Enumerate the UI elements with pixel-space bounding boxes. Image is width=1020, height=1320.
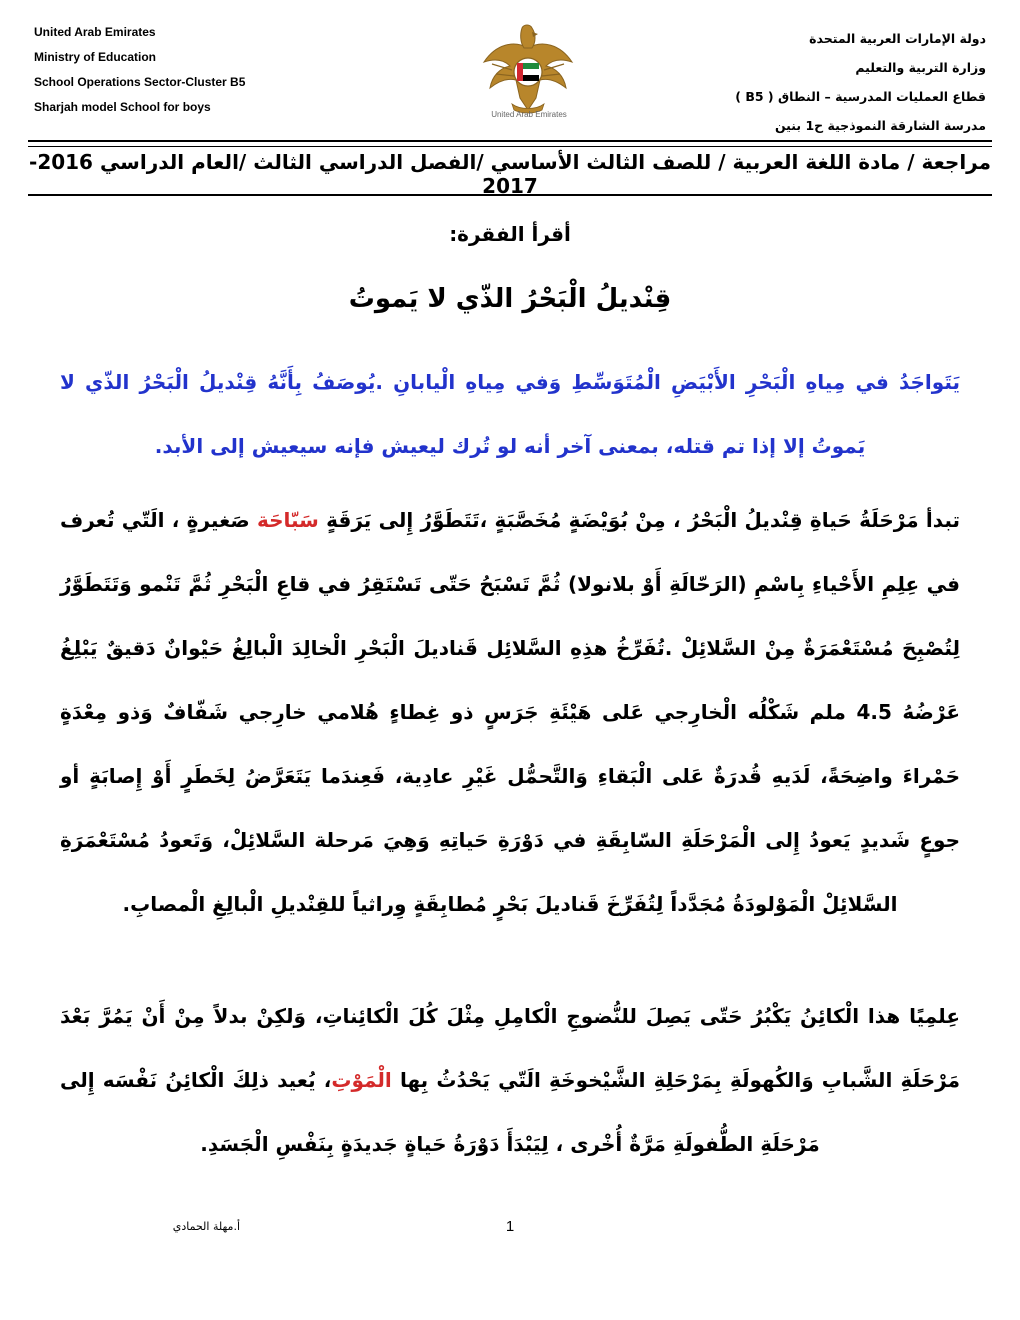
header-english-line: Sharjah model School for boys (34, 100, 211, 114)
paragraph-intro: يَتَواجَدُ في مِياهِ الْبَحْرِ الأَبْيَضِ الْمُتَوَسِّطِ وَفي مِياهِ الْيابانِ .يُوصَفُ بِأَنَّهُ قِنْديلُ الْبَحْرُ الذّي لا يَموتُ إلا إذا تم قتله، بمعنى آخر أنه لو تُرك ليعيش فإنه سيعيش إلى الأبد. (60, 370, 960, 458)
header-divider-thin (28, 146, 992, 147)
header-arabic-line: وزارة التربية والتعليم (855, 60, 986, 75)
emblem-caption: United Arab Emirates (491, 110, 567, 119)
story-title: قِنْديلُ الْبَحْرُ الذّي لا يَموتُ (348, 284, 672, 314)
highlighted-word: الْمَوْتِ (331, 1068, 392, 1092)
header-english-line: School Operations Sector-Cluster B5 (34, 75, 246, 89)
header-english-line: United Arab Emirates (34, 25, 156, 39)
highlighted-word: سَبّاحَة (256, 508, 319, 532)
header-divider (28, 140, 992, 142)
paragraph-conclusion (60, 984, 960, 1176)
teacher-name: أ.مهلة الحمادي (172, 1220, 240, 1233)
header-english-line: Ministry of Education (34, 50, 157, 64)
paragraph-text: عِلمِيًا هذا الْكائِنُ يَكْبُرُ حَتّى يَصِلَ للنُّضوجِ الْكامِلِ مِثْلَ كُلَ الْكائِناتِ، وَلكِنْ بدلاً مِنْ أَنْ يَمُرَّ بَعْدَ مَرْحَلَةِ الشَّبابِ وَالكُهولَةِ بِمَرْحَلِةِ الشَّيْخوخَةِ الَتّي يَحْدُثُ بِها (60, 1004, 960, 1092)
review-title: مراجعة / مادة اللغة العربية / للصف الثالث الأساسي /الفصل الدراسي الثالث /العام الدراسي 2016-2017 (29, 150, 991, 198)
paragraph-text: صَغيرةٍ ، الَتّي تُعرف في عِلِمِ الأَحْياءِ بِاسْمِ (الرَحّالَةِ أَوْ بلانولا) ثُمَّ تَسْبَحُ حَتّى تَسْتَقِرُ في قاعِ الْبَحْرِ ثُمَّ تَنْمو وَتَتَطَوَّرُ لِتُصْبِحَ مُسْتَعْمَرَةٌ مِنْ السَّلائِلْ .تُفَرِّخُ هذِهِ السَّلائِل قَناديلَ الْبَحْرِ الْخالِدَ الْبالِغُ حَيْوانٌ دَقيقٌ يَبْلِغُ عَرْضُهُ 4.5 ملم شَكْلُه الْخارِجي عَلى هَيْئَةِ جَرَسٍ ذو غِطاءٍ هُلامي خارِجي شَفّافٌ وَذو مِعْدَةٍ حَمْراءَ واضِحَةً، لَدَيهِ قُدرَةٌ عَلى الْبَقاءِ وَالتَّحمُّل غَيْرِ عادِية، فَعِندَما يَتَعَرَّضُ لِخَطَرٍ أَوْ إِصابَةٍ أو جوعٍ شَديدٍ يَعودُ إِلى الْمَرْحَلَةِ السّابِقَةِ في دَوْرَةِ حَياتِهِ وَهِيَ مَرحلة السَّلائِلْ، وَتَعودُ مُسْتَعْمَرَةِ السَّلائِلْ الْمَوْلودَةُ مُجَدَّداً لِتُفَرِّخَ قَناديلَ بَحْرٍ مُطابِقَةٍ وِراثياً للقِنْديلِ الْبالِغِ الْمصابِ. (60, 508, 960, 916)
paragraph-text: ، يُعيد ذلِكَ الْكائِنُ نَفْسَه إِلى مَرْحَلَةِ الطُّفولَةِ مَرَّةٌ أُخْرى ، لِيَبْدَأَ دَوْرَةُ حَياةٍ جَديدَةٍ بِنَفْسِ الْجَسَدِ. (60, 1068, 820, 1156)
paragraph-text: تبدأ مَرْحَلَةُ حَياةِ قِنْديلُ الْبَحْرُ ، مِنْ بُوَيْضَةٍ مُخَصَّبَةٍ ،تَتَطَوَّرُ إِلى يَرَقَةٍ (326, 508, 960, 532)
instruction-heading: أقرأ الفقرة: (449, 222, 571, 246)
header-english-block (34, 20, 334, 120)
header-arabic-line: مدرسة الشارقة النموذجية ح1 بنين (774, 118, 986, 133)
page-number: 1 (505, 1218, 515, 1235)
paragraph-life-cycle (60, 488, 960, 936)
header-arabic-line: قطاع العمليات المدرسية – النطاق ( B5 ) (735, 89, 986, 104)
header-arabic-line: دولة الإمارات العربية المتحدة (809, 31, 986, 46)
uae-falcon-emblem-icon (476, 18, 580, 118)
header-arabic-block (666, 24, 986, 140)
